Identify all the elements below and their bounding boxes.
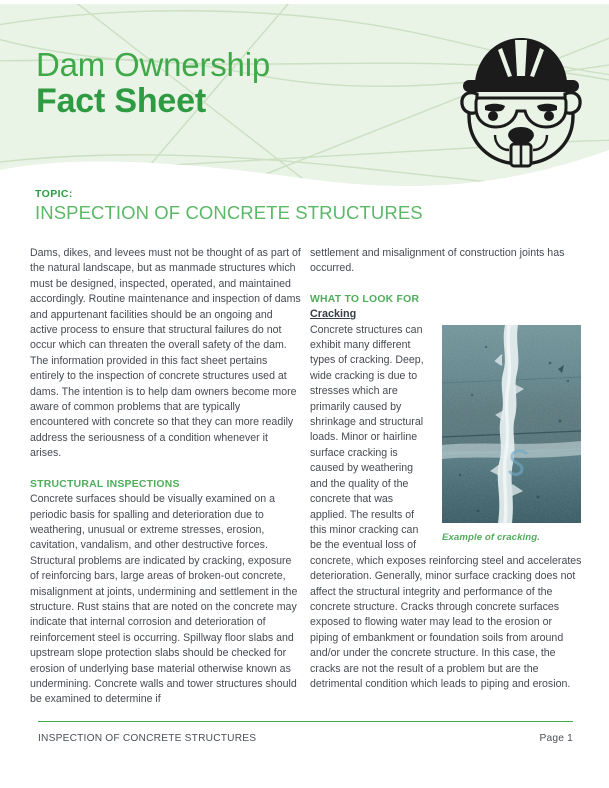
mascot-eyebrow-left: [485, 104, 505, 112]
mascot-eyebrow-right: [537, 104, 557, 112]
topic-title: INSPECTION OF CONCRETE STRUCTURES: [35, 202, 423, 223]
intro-paragraph: Dams, dikes, and levees must not be thought of as part of the natural landscape, but as manmade structures which must be designed, inspected, operated, and maintained accordingly. Routine maintenance and inspection of dams and appurtenant facilities should be an ongoing and active process to ensure that structural failures do not occur which can threaten the overall safety of the dam. The information provided in this fact sheet pertains entirely to the inspection of concrete structures used at dams. The intention is to help dam owners become more aware of common problems that are typically encountered with concrete so that they can more readily address the seriousness of a condition whenever it arises.: [30, 247, 301, 460]
structural-inspections-paragraph: Concrete surfaces should be visually examined on a periodic basis for spalling and deterioration due to weathering, unusual or extreme stresses, erosion, cavitation, vandalism, and other destructive forces. Structural problems are indicated by cracking, exposure of reinforcing bars, large areas of broken-out concrete, misalignment at joints, undermining and settlement in the structure. Rust stains that are noted on the concrete may indicate that internal corrosion and deterioration of reinforcement steel is occurring. Spillway floor slabs and upstream slope protection slabs should be checked for erosion of underlying base material otherwise known as undermining. Concrete walls and tower structures should be examined to determine if: [30, 493, 298, 706]
cracking-subheading: Cracking: [310, 308, 357, 321]
page-title-line1: Dam Ownership: [36, 46, 270, 83]
mascot-eye-left: [488, 111, 498, 121]
what-to-look-for-heading: WHAT TO LOOK FOR: [310, 293, 420, 305]
page-header-banner: [0, 0, 609, 200]
right-column: [310, 246, 582, 692]
paragraph-spacer-right: [310, 277, 582, 292]
footer-page-number: Page 1: [539, 733, 573, 744]
page-title-line2: Fact Sheet: [36, 82, 206, 120]
topic-block: [35, 188, 423, 224]
mascot-hardhat-center-ridge: [515, 40, 527, 76]
footer-document-title: INSPECTION OF CONCRETE STRUCTURES: [38, 733, 257, 744]
continuation-paragraph: settlement and misalignment of construction joints has occurred.: [310, 247, 565, 275]
left-column: [30, 246, 302, 708]
paragraph-spacer: [30, 462, 302, 477]
page-title: [36, 48, 270, 118]
figure-caption: Example of cracking.: [442, 531, 540, 543]
mascot-hardhat-brim: [463, 80, 579, 92]
figure-cracking: [442, 325, 582, 545]
mascot-eye-right: [544, 111, 554, 121]
cracking-paragraph: Concrete structures can exhibit many different types of cracking. Deep, wide cracking is due to stresses which are primarily caused by shrinkage and structural loads. Minor or hairline surface cracking is caused by weathering and the quality of the concrete that was applied. The results of this minor cracking can be the eventual loss of concrete, which exposes reinforcing steel and accelerates deterioration. Generally, minor surface cracking does not affect the structural integrity and performance of the concrete structure. Cracks through concrete surfaces exposed to flowing water may lead to the erosion or piping of embankment or foundation soils from around and/or under the concrete structure. In this case, the cracks are not the result of a problem but are the detrimental condition which leads to piping and erosion.: [310, 323, 582, 690]
topic-label: TOPIC:: [35, 188, 73, 200]
footer-divider: [38, 721, 573, 722]
cracked-concrete-photo: [442, 325, 581, 523]
structural-inspections-heading: STRUCTURAL INSPECTIONS: [30, 478, 180, 490]
beaver-hardhat-mascot-icon: [455, 32, 587, 174]
